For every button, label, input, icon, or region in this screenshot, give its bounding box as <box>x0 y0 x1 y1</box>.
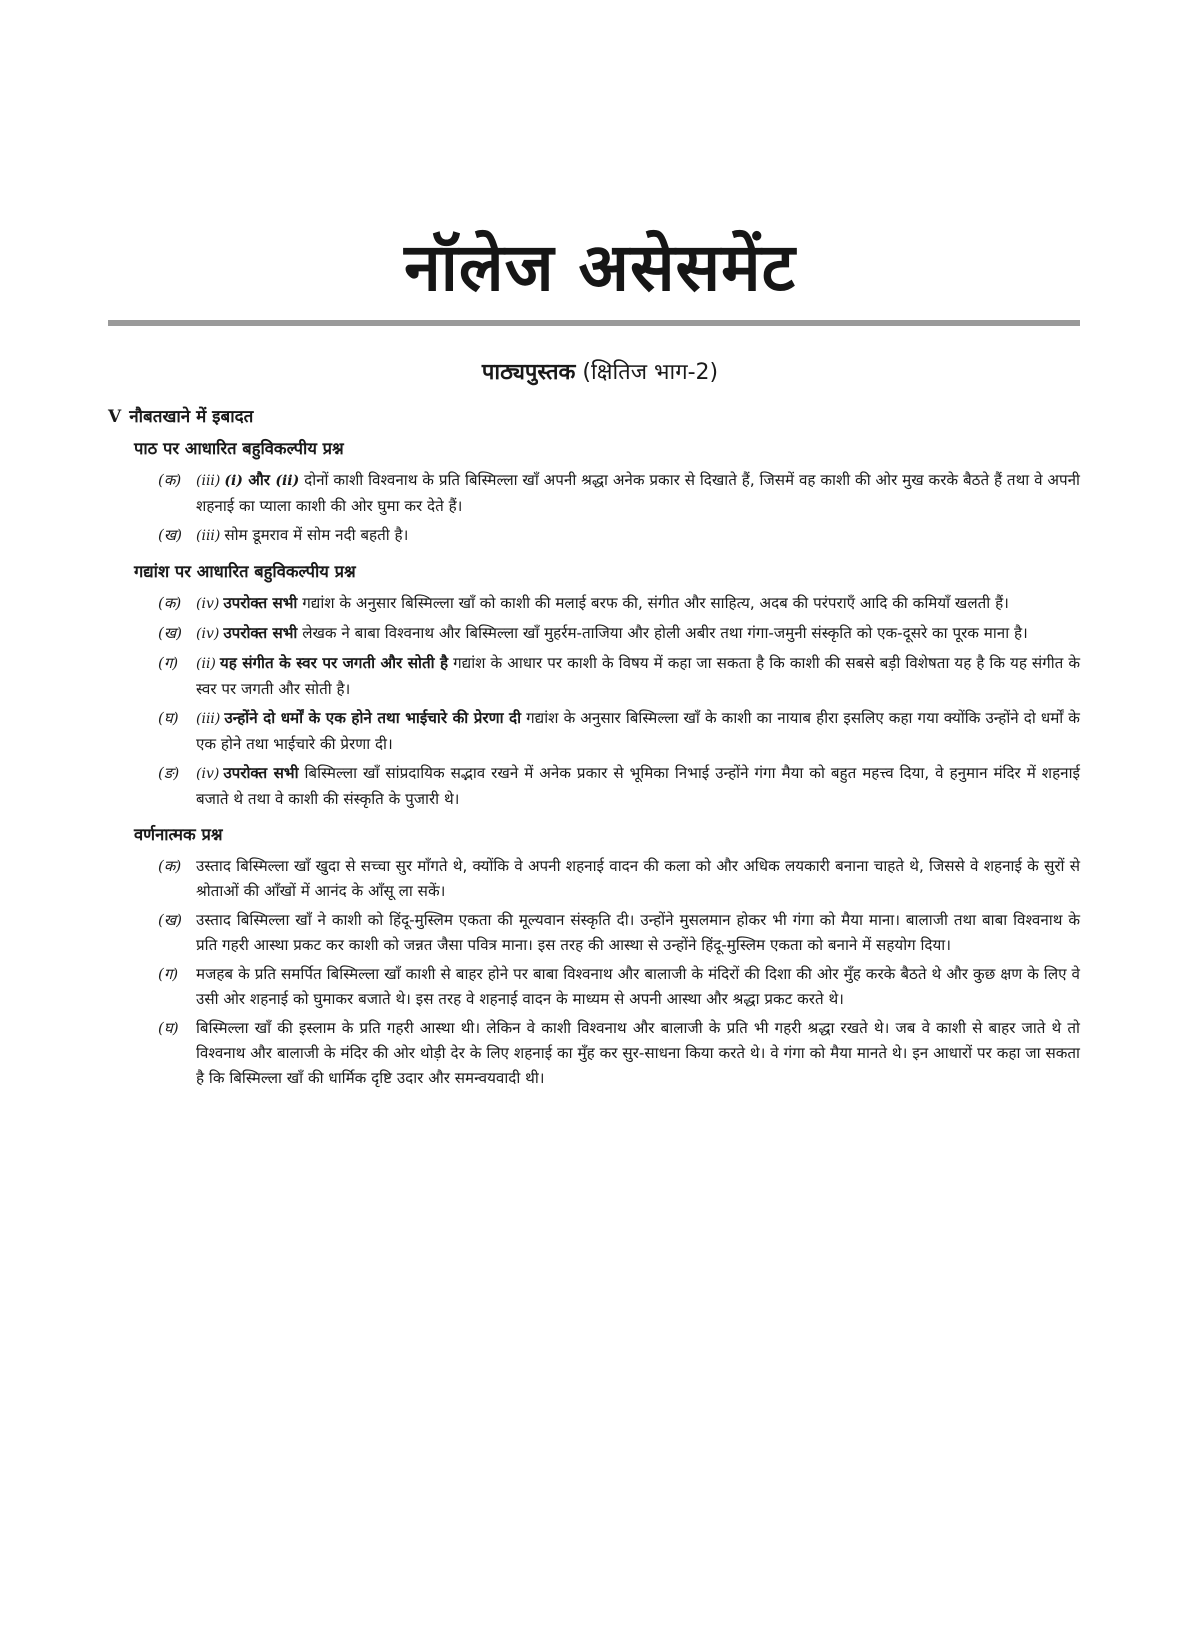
answer-bold: और <box>242 471 276 489</box>
answer-text: उस्ताद बिस्मिल्ला खाँ ने काशी को हिंदू-मुस्लिम एकता की मूल्यवान संस्कृति दी। उन्होंने मुसलमान होकर भी गंगा को मैया माना। बालाजी तथा बाबा विश्वनाथ के प्रति गहरी आस्था प्रकट कर काशी को जन्नत जैसा पवित्र माना। इस तरह की आस्था से उन्होंने हिंदू-मुस्लिम एकता को बनाने में सहयोग दिया। <box>196 911 1080 954</box>
answer-bold: उपरोक्त सभी <box>223 764 299 782</box>
page-title: नॉलेज असेसमेंट <box>404 229 796 306</box>
answer-bold: (i) <box>224 473 243 489</box>
answer-bold: उपरोक्त सभी <box>223 624 298 642</box>
answer-text: सोम डूमराव में सोम नदी बहती है। <box>224 526 409 544</box>
list-item <box>158 621 1080 647</box>
item-label: (ग) <box>158 654 179 672</box>
item-label: (घ) <box>158 709 179 727</box>
list-item <box>158 651 1080 702</box>
answer-option: (iii) <box>196 711 221 727</box>
chapter-name: नौबतखाने में इबादत <box>129 407 254 427</box>
section-heading-passage-mcq: गद्यांश पर आधारित बहुविकल्पीय प्रश्न <box>134 562 356 581</box>
item-label: (क) <box>158 471 182 489</box>
item-label: (क) <box>158 857 182 875</box>
answer-option: (iv) <box>196 596 220 612</box>
answer-bold: (ii) <box>275 473 300 489</box>
content-area <box>108 404 1080 1095</box>
answer-bold: यह संगीत के स्वर पर जगती और सोती है <box>219 654 449 672</box>
item-label: (ख) <box>158 526 182 544</box>
list-item <box>158 908 1080 958</box>
answer-option: (ii) <box>196 656 216 672</box>
answer-bold: उपरोक्त सभी <box>223 594 298 612</box>
answer-text: गद्यांश के आधार पर काशी के विषय में कहा जा सकता है कि काशी की सबसे बड़ी विशेषता यह है कि यह संगीत के स्वर पर जगती और सोती है। <box>196 654 1080 698</box>
answer-text: बिस्मिल्ला खाँ की इस्लाम के प्रति गहरी आस्था थी। लेकिन वे काशी विश्वनाथ और बालाजी के प्रति भी गहरी श्रद्धा रखते थे। जब वे काशी से बाहर जाते थे तो विश्वनाथ और बालाजी के मंदिर की ओर थोड़ी देर के लिए शहनाई का मुँह कर सुर-साधना किया करते थे। वे गंगा को मैया मानते थे। इन आधारों पर कहा जा सकता है कि बिस्मिल्ला खाँ की धार्मिक दृष्टि उदार और समन्वयवादी थी। <box>196 1019 1080 1087</box>
list-item <box>158 962 1080 1012</box>
list-item <box>158 1016 1080 1091</box>
item-label: (ङ) <box>158 764 180 782</box>
answer-text: उस्ताद बिस्मिल्ला खाँ खुदा से सच्चा सुर माँगते थे, क्योंकि वे अपनी शहनाई वादन की कला को और अधिक लयकारी बनाना चाहते थे, जिससे वे शहनाई के सुरों से श्रोताओं की आँखों में आनंद के आँसू ला सकें। <box>196 857 1080 900</box>
item-label: (ख) <box>158 911 182 929</box>
subtitle-bold: पाठ्यपुस्तक <box>481 360 576 385</box>
chapter-title <box>108 404 1080 430</box>
list-item <box>158 854 1080 904</box>
textbook-subtitle <box>0 356 1200 386</box>
list-item <box>158 761 1080 812</box>
list-item <box>158 523 1080 549</box>
answer-text: दोनों काशी विश्वनाथ के प्रति बिस्मिल्ला खाँ अपनी श्रद्धा अनेक प्रकार से दिखाते हैं, जिसमें वह काशी की ओर मुख करके बैठते हैं तथा वे अपनी शहनाई का प्याला काशी की ओर घुमा कर देते हैं। <box>196 471 1080 515</box>
list-item <box>158 706 1080 757</box>
answer-text: मजहब के प्रति समर्पित बिस्मिल्ला खाँ काशी से बाहर होने पर बाबा विश्वनाथ और बालाजी के मंदिरों की दिशा की ओर मुँह करके बैठते थे और कुछ क्षण के लिए वे उसी ओर शहनाई को घुमाकर बजाते थे। इस तरह वे शहनाई वादन के माध्यम से अपनी आस्था और श्रद्धा प्रकट करते थे। <box>196 965 1080 1008</box>
section-heading-descriptive: वर्णनात्मक प्रश्न <box>134 825 223 844</box>
descriptive-list <box>158 854 1080 1091</box>
answer-option: (iii) <box>196 473 221 489</box>
answer-bold: उन्होंने दो धर्मों के एक होने तथा भाईचारे की प्रेरणा दी <box>224 709 522 727</box>
answer-text: बिस्मिल्ला खाँ सांप्रदायिक सद्भाव रखने में अनेक प्रकार से भूमिका निभाई उन्होंने गंगा मैया को बहुत महत्त्व दिया, वे हनुमान मंदिर में शहनाई बजाते थे तथा वे काशी की संस्कृति के पुजारी थे। <box>196 764 1080 808</box>
list-item <box>158 468 1080 519</box>
item-label: (घ) <box>158 1019 179 1037</box>
answer-option: (iv) <box>196 626 220 642</box>
list-item <box>158 591 1080 617</box>
answer-text: लेखक ने बाबा विश्वनाथ और बिस्मिल्ला खाँ मुहर्रम-ताजिया और होली अबीर तथा गंगा-जमुनी संस्कृति को एक-दूसरे का पूरक माना है। <box>297 624 1028 642</box>
title-divider <box>108 320 1080 326</box>
item-label: (ख) <box>158 624 182 642</box>
answer-text: गद्यांश के अनुसार बिस्मिल्ला खाँ के काशी का नायाब हीरा इसलिए कहा गया क्योंकि उन्होंने दो धर्मों के एक होने तथा भाईचारे की प्रेरणा दी। <box>196 709 1080 753</box>
text-mcq-list <box>158 468 1080 549</box>
item-label: (क) <box>158 594 182 612</box>
item-label: (ग) <box>158 965 179 983</box>
chapter-numeral: V <box>108 407 122 427</box>
section-heading-text-mcq: पाठ पर आधारित बहुविकल्पीय प्रश्न <box>134 439 344 458</box>
answer-text: गद्यांश के अनुसार बिस्मिल्ला खाँ को काशी की मलाई बरफ की, संगीत और साहित्य, अदब की परंपराएँ आदि की कमियाँ खलती हैं। <box>297 594 1009 612</box>
answer-option: (iii) <box>196 528 221 544</box>
subtitle-rest: (क्षितिज भाग-2) <box>575 360 719 385</box>
answer-option: (iv) <box>196 766 220 782</box>
passage-mcq-list <box>158 591 1080 812</box>
